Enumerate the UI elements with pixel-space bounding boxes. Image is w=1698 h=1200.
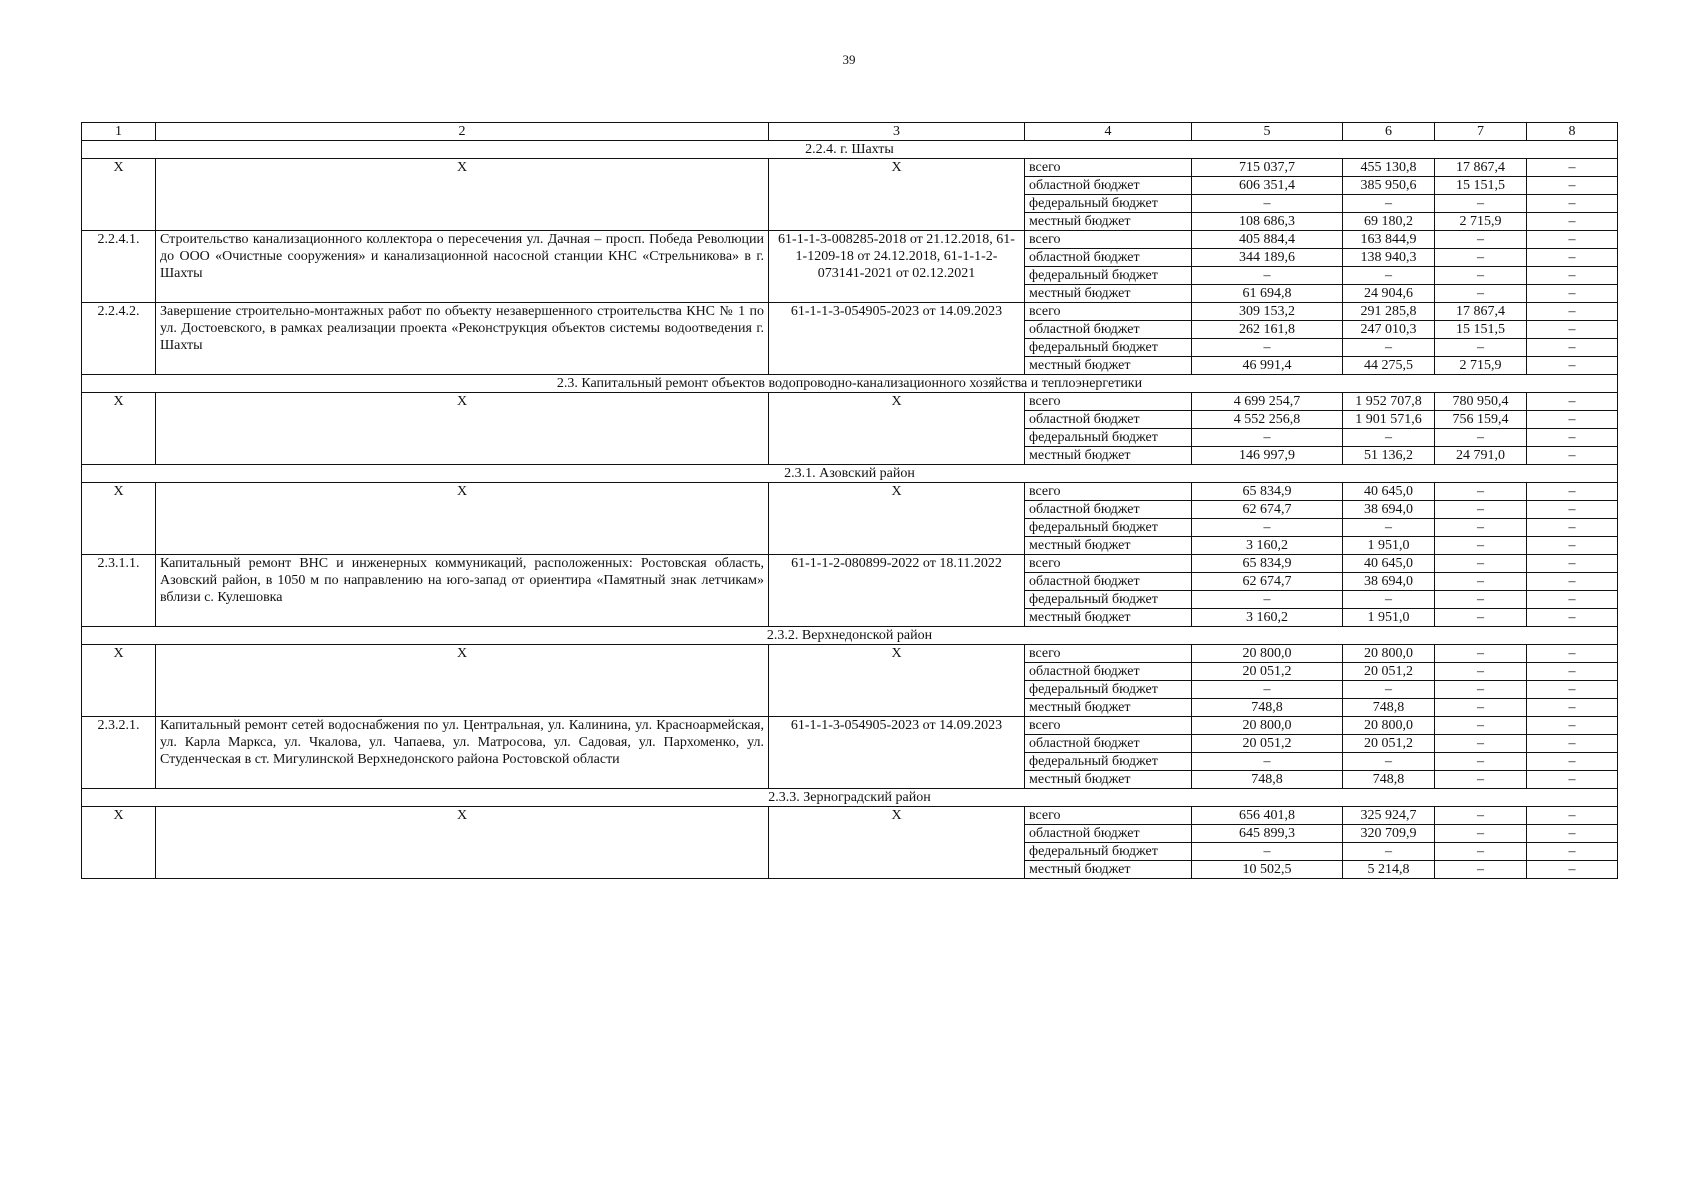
column-number-row [82, 123, 1618, 141]
item-name-cell: Х [156, 483, 769, 555]
amount-cell: – [1527, 861, 1618, 879]
amount-cell: 38 694,0 [1343, 573, 1435, 591]
amount-cell: – [1527, 573, 1618, 591]
item-name-cell: Х [156, 159, 769, 231]
funding-source-cell: местный бюджет [1025, 537, 1192, 555]
amount-cell: 1 951,0 [1343, 609, 1435, 627]
amount-cell: – [1527, 519, 1618, 537]
document-reference-cell: 61-1-1-3-054905-2023 от 14.09.2023 [769, 717, 1025, 789]
document-reference-cell: Х [769, 645, 1025, 717]
amount-cell: 163 844,9 [1343, 231, 1435, 249]
funding-source-cell: местный бюджет [1025, 861, 1192, 879]
funding-source-cell: областной бюджет [1025, 177, 1192, 195]
section-row [82, 627, 1618, 645]
amount-cell: – [1435, 699, 1527, 717]
amount-cell: – [1527, 771, 1618, 789]
amount-cell: – [1527, 609, 1618, 627]
table-row [82, 483, 1618, 501]
amount-cell: 4 699 254,7 [1192, 393, 1343, 411]
amount-cell: 1 901 571,6 [1343, 411, 1435, 429]
amount-cell: 262 161,8 [1192, 321, 1343, 339]
amount-cell: 20 051,2 [1192, 663, 1343, 681]
funding-source-cell: областной бюджет [1025, 321, 1192, 339]
document-reference-cell: Х [769, 807, 1025, 879]
amount-cell: 20 800,0 [1343, 717, 1435, 735]
amount-cell: – [1343, 591, 1435, 609]
table-row [82, 717, 1618, 735]
amount-cell: 138 940,3 [1343, 249, 1435, 267]
funding-source-cell: местный бюджет [1025, 699, 1192, 717]
amount-cell: 748,8 [1192, 699, 1343, 717]
section-title: 2.3. Капитальный ремонт объектов водопроводно-канализационного хозяйства и теплоэнергетики [82, 375, 1618, 393]
table-row [82, 807, 1618, 825]
amount-cell: 455 130,8 [1343, 159, 1435, 177]
item-number-cell: 2.3.2.1. [82, 717, 156, 789]
amount-cell: – [1527, 555, 1618, 573]
document-reference-cell: 61-1-1-3-008285-2018 от 21.12.2018, 61-1-1209-18 от 24.12.2018, 61-1-1-2-073141-2021 от 02.12.2021 [769, 231, 1025, 303]
amount-cell: 40 645,0 [1343, 555, 1435, 573]
amount-cell: – [1192, 429, 1343, 447]
amount-cell: – [1343, 843, 1435, 861]
funding-source-cell: всего [1025, 303, 1192, 321]
budget-table [81, 122, 1618, 879]
funding-source-cell: областной бюджет [1025, 663, 1192, 681]
funding-source-cell: всего [1025, 645, 1192, 663]
amount-cell: 40 645,0 [1343, 483, 1435, 501]
amount-cell: – [1435, 267, 1527, 285]
item-name-cell: Капитальный ремонт ВНС и инженерных коммуникаций, расположенных: Ростовская область, Азовский район, в 1050 м по направлению на юго-запад от ориентира «Памятный знак летчикам» вблизи с. Кулешовка [156, 555, 769, 627]
amount-cell: – [1527, 357, 1618, 375]
amount-cell: – [1343, 753, 1435, 771]
amount-cell: – [1527, 825, 1618, 843]
column-number: 5 [1192, 123, 1343, 141]
amount-cell: – [1435, 501, 1527, 519]
amount-cell: – [1435, 591, 1527, 609]
amount-cell: – [1435, 537, 1527, 555]
amount-cell: 385 950,6 [1343, 177, 1435, 195]
funding-source-cell: всего [1025, 717, 1192, 735]
amount-cell: – [1527, 591, 1618, 609]
table-body [82, 123, 1618, 879]
amount-cell: 20 800,0 [1343, 645, 1435, 663]
amount-cell: 5 214,8 [1343, 861, 1435, 879]
amount-cell: 748,8 [1192, 771, 1343, 789]
amount-cell: 15 151,5 [1435, 321, 1527, 339]
amount-cell: 17 867,4 [1435, 159, 1527, 177]
amount-cell: – [1527, 699, 1618, 717]
amount-cell: – [1435, 717, 1527, 735]
document-reference-cell: Х [769, 393, 1025, 465]
amount-cell: – [1435, 663, 1527, 681]
item-number-cell: 2.2.4.2. [82, 303, 156, 375]
amount-cell: – [1527, 267, 1618, 285]
amount-cell: – [1527, 195, 1618, 213]
amount-cell: 44 275,5 [1343, 357, 1435, 375]
document-reference-cell: 61-1-1-2-080899-2022 от 18.11.2022 [769, 555, 1025, 627]
amount-cell: – [1435, 195, 1527, 213]
table-row [82, 159, 1618, 177]
funding-source-cell: местный бюджет [1025, 213, 1192, 231]
column-number: 3 [769, 123, 1025, 141]
funding-source-cell: федеральный бюджет [1025, 429, 1192, 447]
funding-source-cell: федеральный бюджет [1025, 519, 1192, 537]
amount-cell: 325 924,7 [1343, 807, 1435, 825]
funding-source-cell: всего [1025, 555, 1192, 573]
amount-cell: 20 800,0 [1192, 645, 1343, 663]
amount-cell: – [1192, 591, 1343, 609]
amount-cell: 405 884,4 [1192, 231, 1343, 249]
amount-cell: – [1192, 519, 1343, 537]
amount-cell: 1 951,0 [1343, 537, 1435, 555]
table-row [82, 231, 1618, 249]
amount-cell: – [1435, 519, 1527, 537]
amount-cell: – [1527, 717, 1618, 735]
amount-cell: – [1435, 285, 1527, 303]
amount-cell: 780 950,4 [1435, 393, 1527, 411]
funding-source-cell: областной бюджет [1025, 735, 1192, 753]
table-row [82, 645, 1618, 663]
item-name-cell: Х [156, 807, 769, 879]
amount-cell: 756 159,4 [1435, 411, 1527, 429]
amount-cell: 2 715,9 [1435, 213, 1527, 231]
amount-cell: – [1527, 411, 1618, 429]
amount-cell: 38 694,0 [1343, 501, 1435, 519]
amount-cell: 20 051,2 [1192, 735, 1343, 753]
section-title: 2.3.3. Зерноградский район [82, 789, 1618, 807]
amount-cell: – [1435, 249, 1527, 267]
amount-cell: 247 010,3 [1343, 321, 1435, 339]
column-number: 1 [82, 123, 156, 141]
amount-cell: 17 867,4 [1435, 303, 1527, 321]
amount-cell: – [1192, 753, 1343, 771]
item-name-cell: Завершение строительно-монтажных работ по объекту незавершенного строительства КНС № 1 по ул. Достоевского, в рамках реализации проекта «Реконструкция объектов системы водоотведения г. Шахты [156, 303, 769, 375]
amount-cell: – [1435, 807, 1527, 825]
amount-cell: – [1192, 681, 1343, 699]
amount-cell: – [1527, 339, 1618, 357]
section-title: 2.3.1. Азовский район [82, 465, 1618, 483]
amount-cell: 62 674,7 [1192, 501, 1343, 519]
funding-source-cell: федеральный бюджет [1025, 267, 1192, 285]
amount-cell: – [1343, 429, 1435, 447]
amount-cell: – [1343, 195, 1435, 213]
item-name-cell: Строительство канализационного коллектора о пересечения ул. Дачная – просп. Победа Революции до ООО «Очистные сооружения» и канализационной насосной станции КНС «Стрельникова» в г. Шахты [156, 231, 769, 303]
amount-cell: – [1527, 159, 1618, 177]
page-number: 39 [842, 52, 856, 67]
section-title: 2.3.2. Верхнедонской район [82, 627, 1618, 645]
amount-cell: – [1527, 501, 1618, 519]
amount-cell: 24 791,0 [1435, 447, 1527, 465]
amount-cell: 2 715,9 [1435, 357, 1527, 375]
amount-cell: 15 151,5 [1435, 177, 1527, 195]
table-row [82, 303, 1618, 321]
amount-cell: 65 834,9 [1192, 555, 1343, 573]
funding-source-cell: областной бюджет [1025, 249, 1192, 267]
amount-cell: – [1527, 681, 1618, 699]
amount-cell: 606 351,4 [1192, 177, 1343, 195]
amount-cell: 10 502,5 [1192, 861, 1343, 879]
column-number: 7 [1435, 123, 1527, 141]
amount-cell: 344 189,6 [1192, 249, 1343, 267]
amount-cell: 1 952 707,8 [1343, 393, 1435, 411]
amount-cell: – [1527, 753, 1618, 771]
amount-cell: – [1527, 447, 1618, 465]
amount-cell: – [1527, 285, 1618, 303]
funding-source-cell: местный бюджет [1025, 357, 1192, 375]
funding-source-cell: всего [1025, 159, 1192, 177]
section-title: 2.2.4. г. Шахты [82, 141, 1618, 159]
amount-cell: – [1527, 645, 1618, 663]
item-name-cell: Х [156, 645, 769, 717]
amount-cell: – [1527, 807, 1618, 825]
amount-cell: – [1192, 195, 1343, 213]
amount-cell: – [1435, 861, 1527, 879]
item-name-cell: Х [156, 393, 769, 465]
amount-cell: – [1527, 393, 1618, 411]
amount-cell: – [1527, 231, 1618, 249]
amount-cell: – [1343, 519, 1435, 537]
amount-cell: 320 709,9 [1343, 825, 1435, 843]
amount-cell: – [1435, 735, 1527, 753]
amount-cell: – [1527, 663, 1618, 681]
amount-cell: 20 051,2 [1343, 735, 1435, 753]
amount-cell: 65 834,9 [1192, 483, 1343, 501]
amount-cell: 62 674,7 [1192, 573, 1343, 591]
funding-source-cell: местный бюджет [1025, 447, 1192, 465]
amount-cell: – [1527, 843, 1618, 861]
amount-cell: – [1527, 303, 1618, 321]
column-number: 8 [1527, 123, 1618, 141]
amount-cell: 715 037,7 [1192, 159, 1343, 177]
amount-cell: 20 051,2 [1343, 663, 1435, 681]
amount-cell: – [1527, 249, 1618, 267]
amount-cell: 3 160,2 [1192, 537, 1343, 555]
amount-cell: 69 180,2 [1343, 213, 1435, 231]
funding-source-cell: всего [1025, 231, 1192, 249]
funding-source-cell: федеральный бюджет [1025, 591, 1192, 609]
amount-cell: – [1527, 537, 1618, 555]
amount-cell: – [1527, 213, 1618, 231]
amount-cell: – [1435, 339, 1527, 357]
amount-cell: 3 160,2 [1192, 609, 1343, 627]
amount-cell: – [1343, 339, 1435, 357]
item-number-cell: 2.2.4.1. [82, 231, 156, 303]
amount-cell: – [1192, 843, 1343, 861]
amount-cell: 645 899,3 [1192, 825, 1343, 843]
funding-source-cell: местный бюджет [1025, 771, 1192, 789]
amount-cell: – [1435, 753, 1527, 771]
amount-cell: – [1435, 645, 1527, 663]
column-number: 4 [1025, 123, 1192, 141]
funding-source-cell: федеральный бюджет [1025, 681, 1192, 699]
amount-cell: 108 686,3 [1192, 213, 1343, 231]
funding-source-cell: местный бюджет [1025, 285, 1192, 303]
section-row [82, 789, 1618, 807]
amount-cell: 291 285,8 [1343, 303, 1435, 321]
funding-source-cell: областной бюджет [1025, 501, 1192, 519]
funding-source-cell: федеральный бюджет [1025, 843, 1192, 861]
amount-cell: 748,8 [1343, 699, 1435, 717]
funding-source-cell: всего [1025, 393, 1192, 411]
amount-cell: 309 153,2 [1192, 303, 1343, 321]
table-row [82, 555, 1618, 573]
amount-cell: – [1527, 429, 1618, 447]
item-number-cell: Х [82, 393, 156, 465]
item-name-cell: Капитальный ремонт сетей водоснабжения по ул. Центральная, ул. Калинина, ул. Красноармейская, ул. Карла Маркса, ул. Чкалова, ул. Чапаева, ул. Матросова, ул. Садовая, ул. Пархоменко, ул. Студенческая в ст. Мигулинской Верхнедонского района Ростовской области [156, 717, 769, 789]
amount-cell: – [1435, 681, 1527, 699]
amount-cell: – [1435, 231, 1527, 249]
funding-source-cell: местный бюджет [1025, 609, 1192, 627]
amount-cell: – [1343, 681, 1435, 699]
amount-cell: – [1527, 735, 1618, 753]
funding-source-cell: областной бюджет [1025, 573, 1192, 591]
amount-cell: – [1343, 267, 1435, 285]
item-number-cell: Х [82, 159, 156, 231]
item-number-cell: Х [82, 645, 156, 717]
amount-cell: – [1435, 429, 1527, 447]
amount-cell: – [1435, 483, 1527, 501]
funding-source-cell: федеральный бюджет [1025, 195, 1192, 213]
funding-source-cell: областной бюджет [1025, 825, 1192, 843]
amount-cell: 20 800,0 [1192, 717, 1343, 735]
funding-source-cell: областной бюджет [1025, 411, 1192, 429]
item-number-cell: Х [82, 807, 156, 879]
amount-cell: 24 904,6 [1343, 285, 1435, 303]
funding-source-cell: федеральный бюджет [1025, 753, 1192, 771]
section-row [82, 375, 1618, 393]
funding-source-cell: федеральный бюджет [1025, 339, 1192, 357]
item-number-cell: 2.3.1.1. [82, 555, 156, 627]
amount-cell: – [1192, 339, 1343, 357]
amount-cell: – [1435, 555, 1527, 573]
amount-cell: – [1435, 771, 1527, 789]
document-reference-cell: Х [769, 159, 1025, 231]
column-number: 6 [1343, 123, 1435, 141]
amount-cell: 4 552 256,8 [1192, 411, 1343, 429]
document-reference-cell: 61-1-1-3-054905-2023 от 14.09.2023 [769, 303, 1025, 375]
amount-cell: 146 997,9 [1192, 447, 1343, 465]
amount-cell: – [1527, 321, 1618, 339]
section-row [82, 465, 1618, 483]
item-number-cell: Х [82, 483, 156, 555]
document-reference-cell: Х [769, 483, 1025, 555]
amount-cell: 46 991,4 [1192, 357, 1343, 375]
funding-source-cell: всего [1025, 807, 1192, 825]
amount-cell: 656 401,8 [1192, 807, 1343, 825]
amount-cell: 748,8 [1343, 771, 1435, 789]
amount-cell: – [1435, 609, 1527, 627]
amount-cell: – [1527, 483, 1618, 501]
column-number: 2 [156, 123, 769, 141]
amount-cell: – [1435, 825, 1527, 843]
amount-cell: 61 694,8 [1192, 285, 1343, 303]
amount-cell: – [1527, 177, 1618, 195]
amount-cell: 51 136,2 [1343, 447, 1435, 465]
funding-source-cell: всего [1025, 483, 1192, 501]
section-row [82, 141, 1618, 159]
table-row [82, 393, 1618, 411]
amount-cell: – [1435, 843, 1527, 861]
amount-cell: – [1435, 573, 1527, 591]
amount-cell: – [1192, 267, 1343, 285]
